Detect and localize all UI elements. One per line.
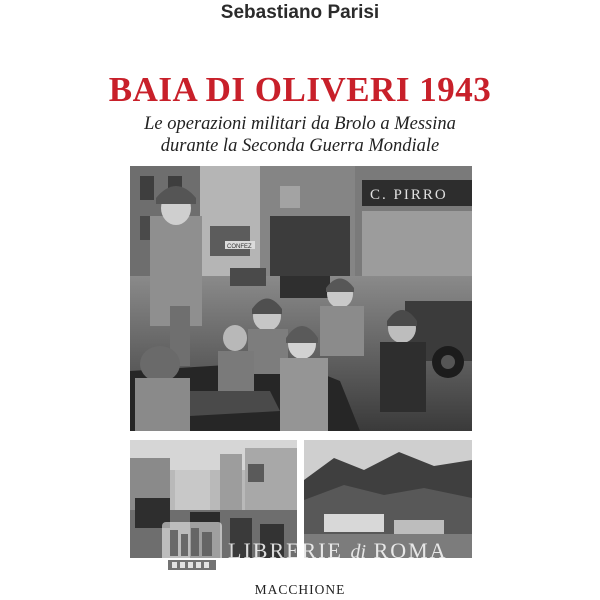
author-name: Sebastiano Parisi: [220, 2, 380, 23]
main-photo-soldiers-jeep: [130, 166, 472, 431]
watermark-text: [228, 538, 448, 564]
watermark: [160, 520, 480, 580]
watermark-di: di: [350, 541, 367, 563]
watermark-librerie: LIBRERIE: [228, 538, 343, 563]
publisher-name: MACCHIONE: [254, 582, 346, 597]
main-sign-text: C. PIRRO: [370, 187, 448, 203]
subtitle-line-2: durante la Seconda Guerra Mondiale: [160, 136, 440, 156]
bookshelf-icon: [160, 520, 224, 580]
book-subtitle: [0, 113, 600, 157]
watermark-roma: ROMA: [373, 538, 448, 563]
subtitle-line-1: Le operazioni militari da Brolo a Messina: [144, 114, 456, 134]
shop-sign-text: CONFEZ: [227, 244, 252, 250]
book-title: BAIA DI OLIVERI 1943: [108, 70, 492, 109]
